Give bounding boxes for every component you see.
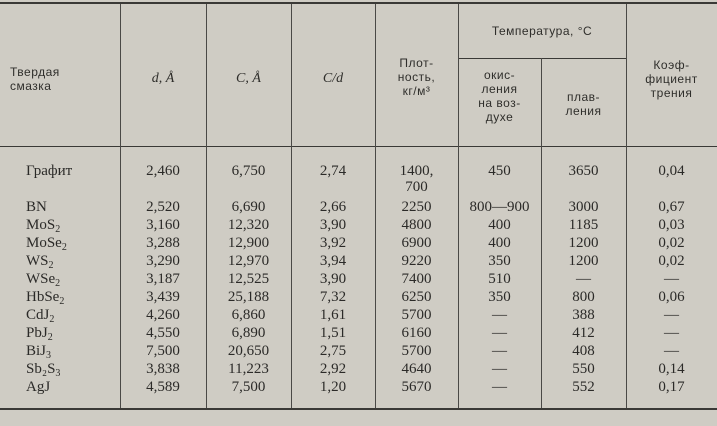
substance-name: AgJ (26, 379, 51, 395)
cell-d: 2,520 (146, 199, 180, 215)
cell-c: 6,890 (231, 325, 266, 341)
cell-density: 6900 (401, 235, 432, 251)
cell-cd: 2,75 (319, 343, 347, 359)
cell-c: 12,320 (227, 217, 270, 233)
cell-melt: 412 (572, 325, 595, 341)
header-density: Плот- ность, кг/м³ (397, 56, 436, 98)
substance-name: BN (26, 199, 47, 215)
cell-cd: 3,90 (319, 271, 347, 287)
cell-melt: 550 (572, 361, 595, 377)
header-oxidation: окис- ления на воз- духе (478, 68, 521, 124)
cell-c: 6,690 (231, 199, 266, 215)
row-substance (26, 306, 120, 324)
cell-ox: — (492, 307, 507, 323)
cell-d: 3,288 (146, 235, 180, 251)
row-substance (26, 360, 120, 378)
cell-ox: 400 (488, 235, 511, 251)
header-bottom-rule (0, 146, 717, 147)
cell-ox: 450 (488, 163, 511, 179)
cell-fr: — (664, 271, 679, 287)
cell-c: 12,900 (227, 235, 270, 251)
cell-d: 7,500 (146, 343, 180, 359)
cell-fr: 0,17 (658, 379, 685, 395)
cell-melt: 1200 (568, 253, 599, 269)
cell-c: 6,860 (231, 307, 266, 323)
cell-density: 6250 (401, 289, 432, 305)
cell-melt: 1185 (568, 217, 599, 233)
substance-name: HbSe (26, 289, 60, 305)
cell-density: 5700 (401, 343, 432, 359)
cell-fr: 0,02 (658, 253, 685, 269)
cell-c: 12,970 (227, 253, 270, 269)
cell-fr: — (664, 325, 679, 341)
cell-d: 4,550 (146, 325, 180, 341)
header-melting: плав- ления (565, 90, 602, 118)
substance-subscript: 2 (61, 242, 67, 253)
cell-melt: 3650 (568, 163, 599, 179)
cell-cd: 3,90 (319, 217, 347, 233)
cell-melt: 800 (572, 289, 595, 305)
cell-density: 1400, (399, 163, 434, 179)
substance-subscript: 3 (46, 350, 52, 361)
substance-name: Графит (26, 163, 73, 179)
cell-c: 20,650 (227, 343, 270, 359)
substance-name: CdJ (26, 307, 50, 323)
row-substance (26, 270, 120, 288)
cell-d: 2,460 (146, 163, 180, 179)
cell-fr: 0,67 (658, 199, 685, 215)
cell-cd: 2,74 (319, 163, 347, 179)
header-d: d, Å (151, 71, 175, 86)
cell-melt: 3000 (568, 199, 599, 215)
row-substance (26, 252, 120, 270)
header-temperature: Температура, °С (491, 24, 593, 38)
cell-density: 7400 (401, 271, 432, 287)
cell-ox: 350 (488, 253, 511, 269)
temperature-subheader-rule (458, 58, 626, 59)
substance-subscript: 3 (55, 368, 61, 379)
cell-cd: 3,94 (319, 253, 347, 269)
cell-density: 6160 (401, 325, 432, 341)
cell-d: 4,260 (146, 307, 180, 323)
cell-cd: 1,61 (319, 307, 347, 323)
cell-c: 12,525 (227, 271, 270, 287)
cell-d: 3,290 (146, 253, 180, 269)
row-substance (26, 324, 120, 342)
row-substance (26, 234, 120, 252)
cell-d: 3,187 (146, 271, 180, 287)
cell-fr: 0,02 (658, 235, 685, 251)
substance-subscript: 2 (49, 314, 55, 325)
cell-melt: 552 (572, 379, 595, 395)
header-cd: C/d (322, 71, 344, 86)
cell-c: 6,750 (231, 163, 266, 179)
row-substance (26, 216, 120, 234)
cell-melt: 1200 (568, 235, 599, 251)
cell-cd: 2,66 (319, 199, 347, 215)
cell-fr: — (664, 307, 679, 323)
substance-name: MoSe (26, 235, 62, 251)
cell-ox: 510 (488, 271, 511, 287)
cell-cd: 7,32 (319, 289, 347, 305)
cell-melt: 388 (572, 307, 595, 323)
substance-name: Sb₂S (26, 361, 56, 377)
cell-ox: 400 (488, 217, 511, 233)
cell-density-continued: 700 (405, 179, 428, 195)
substance-name: WSe (26, 271, 56, 287)
cell-cd: 1,51 (319, 325, 347, 341)
cell-melt: — (576, 271, 591, 287)
cell-c: 25,188 (227, 289, 270, 305)
cell-c: 7,500 (231, 379, 266, 395)
row-substance (26, 198, 120, 216)
cell-ox: — (492, 379, 507, 395)
cell-fr: — (664, 343, 679, 359)
cell-c: 11,223 (228, 361, 269, 377)
cell-fr: 0,14 (658, 361, 685, 377)
substance-subscript: 2 (59, 296, 65, 307)
row-substance (26, 288, 120, 306)
substance-name: PbJ (26, 325, 48, 341)
cell-density: 2250 (401, 199, 432, 215)
cell-melt: 408 (572, 343, 595, 359)
cell-d: 3,838 (146, 361, 180, 377)
cell-ox: 350 (488, 289, 511, 305)
cell-d: 3,160 (146, 217, 180, 233)
cell-density: 4800 (401, 217, 432, 233)
cell-ox: 800—900 (469, 199, 530, 215)
top-rule (0, 2, 717, 4)
cell-fr: 0,03 (658, 217, 685, 233)
cell-density: 9220 (401, 253, 432, 269)
cell-density: 5700 (401, 307, 432, 323)
substance-name: BiJ (26, 343, 47, 359)
row-substance (26, 162, 120, 180)
substance-subscript: 2 (55, 224, 61, 235)
header-c: C, Å (236, 71, 261, 86)
cell-density: 4640 (401, 361, 432, 377)
row-substance (26, 378, 120, 396)
cell-density: 5670 (401, 379, 432, 395)
cell-cd: 3,92 (319, 235, 347, 251)
bottom-rule (0, 408, 717, 410)
cell-fr: 0,04 (658, 163, 685, 179)
cell-ox: — (492, 361, 507, 377)
cell-d: 3,439 (146, 289, 180, 305)
row-substance (26, 342, 120, 360)
substance-name: WS (26, 253, 49, 269)
cell-cd: 2,92 (319, 361, 347, 377)
substance-subscript: 2 (47, 332, 53, 343)
header-friction: Коэф- фициент трения (645, 58, 698, 100)
cell-ox: — (492, 325, 507, 341)
substance-name: MoS (26, 217, 56, 233)
cell-d: 4,589 (146, 379, 180, 395)
substance-subscript: 2 (55, 278, 61, 289)
substance-subscript: 2 (48, 260, 54, 271)
cell-ox: — (492, 343, 507, 359)
header-substance: Твердая смазка (10, 65, 60, 93)
cell-fr: 0,06 (658, 289, 685, 305)
cell-cd: 1,20 (319, 379, 347, 395)
